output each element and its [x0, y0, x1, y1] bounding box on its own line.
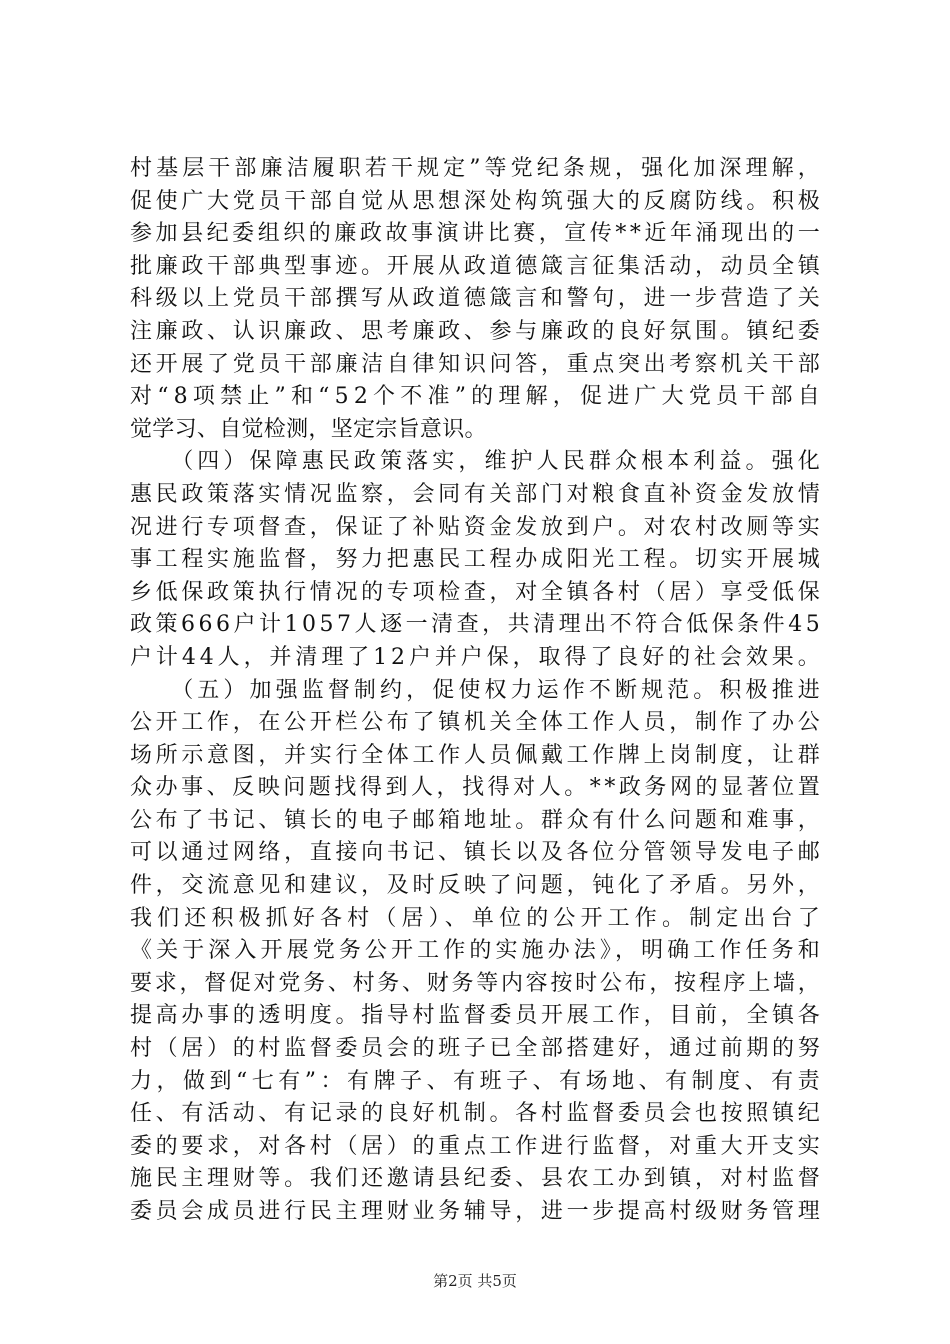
text-line: 还开展了党员干部廉洁自律知识问答，重点突出考察机关干部 [130, 351, 824, 377]
text-line: 惠民政策落实情况监察，会同有关部门对粮食直补资金发放情 [130, 481, 824, 507]
text-line: 件，交流意见和建议，及时反映了问题，钝化了矛盾。另外， [130, 873, 824, 899]
text-line: 可以通过网络，直接向书记、镇长以及各位分管领导发电子邮 [130, 840, 824, 866]
page-number-footer: 第2页 共5页 [433, 1272, 517, 1290]
text-line: 任、有活动、有记录的良好机制。各村监督委员会也按照镇纪 [130, 1101, 824, 1127]
text-line: 要求，督促对党务、村务、财务等内容按时公布，按程序上墙， [130, 970, 823, 996]
text-line: 村（居）的村监督委员会的班子已全部搭建好，通过前期的努 [130, 1036, 824, 1062]
text-line: 施民主理财等。我们还邀请县纪委、县农工办到镇，对村监督 [130, 1166, 824, 1192]
text-line: 促使广大党员干部自觉从思想深处构筑强大的反腐防线。积极 [130, 188, 824, 214]
text-line: 众办事、反映问题找得到人，找得对人。**政务网的显著位置 [130, 775, 824, 801]
text-line: 提高办事的透明度。指导村监督委员开展工作，目前，全镇各 [130, 1003, 824, 1029]
text-line: 批廉政干部典型事迹。开展从政道德箴言征集活动，动员全镇 [130, 253, 824, 279]
text-line: 村基层干部廉洁履职若干规定”等党纪条规，强化加深理解， [130, 156, 824, 181]
text-line: 政策666户计1057人逐一清查，共清理出不符合低保条件45 [130, 612, 824, 638]
text-line: 事工程实施监督，努力把惠民工程办成阳光工程。切实开展城 [130, 547, 824, 573]
text-line: 《关于深入开展党务公开工作的实施办法》，明确工作任务和 [130, 938, 824, 964]
document-body [130, 153, 825, 1229]
text-line: 对“8项禁止”和“52个不准”的理解，促进广大党员干部自 [130, 384, 825, 410]
text-line: 觉学习、自觉检测，坚定宗旨意识。 [130, 416, 487, 442]
text-line: 况进行专项督查，保证了补贴资金发放到户。对农村改厕等实 [130, 514, 824, 540]
text-line: 力，做到“七有”：有牌子、有班子、有场地、有制度、有责 [130, 1068, 825, 1094]
text-line: 户计44人，并清理了12户并户保，取得了良好的社会效果。 [130, 644, 824, 670]
text-line: 公布了书记、镇长的电子邮箱地址。群众有什么问题和难事， [130, 807, 824, 833]
text-line: （五）加强监督制约，促使权力运作不断规范。积极推进 [130, 677, 824, 703]
text-line: （四）保障惠民政策落实，维护人民群众根本利益。强化 [130, 449, 824, 475]
text-line: 委的要求，对各村（居）的重点工作进行监督，对重大开支实 [130, 1133, 824, 1159]
text-line: 我们还积极抓好各村（居）、单位的公开工作。制定出台了 [130, 905, 825, 931]
text-line: 科级以上党员干部撰写从政道德箴言和警句，进一步营造了关 [130, 286, 824, 312]
text-line: 乡低保政策执行情况的专项检查，对全镇各村（居）享受低保 [130, 579, 824, 605]
text-line: 注廉政、认识廉政、思考廉政、参与廉政的良好氛围。镇纪委 [130, 318, 824, 344]
text-line: 场所示意图，并实行全体工作人员佩戴工作牌上岗制度，让群 [130, 742, 824, 768]
text-line: 参加县纪委组织的廉政故事演讲比赛，宣传**近年涌现出的一 [130, 221, 824, 247]
text-line: 委员会成员进行民主理财业务辅导，进一步提高村级财务管理 [130, 1199, 824, 1224]
text-line: 公开工作，在公开栏公布了镇机关全体工作人员，制作了办公 [130, 710, 824, 736]
